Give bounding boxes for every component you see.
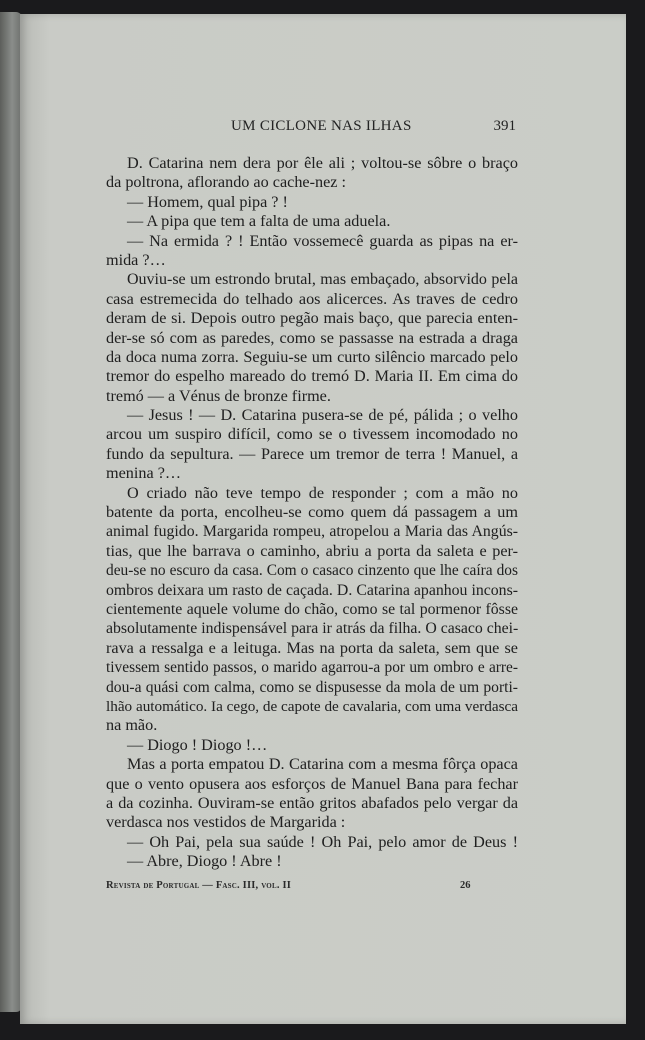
text-line: der-se só com as paredes, como se passasse na estrada a draga (106, 328, 518, 347)
text-line: tremor do espelho mareado do tremó D. Maria II. Em cima do (106, 367, 518, 386)
text-line: rava a ressalga e a leituga. Mas na porta da saleta, sem que se (106, 638, 518, 657)
text-line: Ouviu-se um estrondo brutal, mas embaçado, absorvido pela (127, 271, 518, 289)
text-line: verdasca nos vestidos de Margarida : (106, 813, 346, 832)
text-line: — A pipa que tem a falta de uma aduela. (127, 212, 391, 231)
journal-citation: Revista de Portugal — Fasc. III, vol. II (106, 880, 292, 891)
text-line: casa estremecida do telhado aos alicerces. As traves de cedro (106, 289, 518, 308)
text-line: ombros deixara um rasto de caçada. D. Catarina apanhou incons- (106, 581, 518, 599)
text-line: lhão automático. Ia cego, de capote de cavalaria, com uma verdasca (106, 697, 518, 715)
facing-page-edge (0, 12, 22, 1012)
text-line: deram de si. Depois outro pegão mais baço, que parecia enten- (106, 309, 518, 328)
text-line: absolutamente indispensável para ir atrás da filha. O casaco chei- (106, 620, 518, 638)
text-line: — Abre, Diogo ! Abre ! (127, 852, 282, 871)
text-line: — Homem, qual pipa ? ! (127, 192, 288, 211)
text-line: deu-se no escuro da casa. Com o casaco cinzento que lhe caíra dos (106, 562, 518, 580)
text-line: — Jesus ! — D. Catarina pusera-se de pé, pálida ; o velho (127, 406, 518, 425)
text-line: dou-a quási com calma, como se dispusesse da mola de um porti- (106, 678, 518, 696)
text-line: batente da porta, encolheu-se como quem dá passagem a um (106, 503, 518, 522)
text-line: tremó — a Vénus de bronze firme. (106, 386, 331, 405)
text-line: menina ?… (106, 464, 182, 483)
book-page (20, 14, 626, 1024)
text-line: tias, que lhe barrava o caminho, abriu a porta da saleta e per- (106, 541, 518, 560)
body-text (106, 154, 518, 871)
text-line: — Oh Pai, pela sua saúde ! Oh Pai, pelo amor de Deus ! (127, 832, 518, 851)
text-line: a da cozinha. Ouviram-se então gritos abafados pelo vergar da (106, 793, 518, 812)
text-line: fundo da sepultura. — Parece um tremor de terra ! Manuel, a (106, 444, 518, 463)
text-line: que o vento opusera aos esforços de Manuel Bana para fechar (106, 774, 518, 793)
page-number: 391 (493, 118, 516, 134)
signature-mark: 26 (460, 880, 471, 891)
page-footer (106, 880, 518, 896)
text-line: D. Catarina nem dera por êle ali ; voltou-se sôbre o braço (127, 154, 518, 172)
text-line: da poltrona, aflorando ao cache-nez : (106, 173, 346, 192)
text-line: cientemente aquele volume do chão, como se tal pormenor fôsse (106, 600, 518, 618)
page-header (106, 118, 516, 138)
text-line: animal fugido. Margarida rompeu, atropelou a Maria das Angús- (106, 523, 518, 541)
text-line: arcou um suspiro difícil, como se o tivessem incomodado no (106, 425, 518, 444)
text-line: — Diogo ! Diogo !… (127, 735, 268, 754)
running-title: UM CICLONE NAS ILHAS (231, 118, 412, 134)
text-line: na mão. (106, 716, 158, 735)
text-line: — Na ermida ? ! Então vossemecê guarda as pipas na er- (127, 231, 518, 250)
text-line: tivessem sentido passos, o marido agarrou-a por um ombro e arre- (106, 659, 518, 677)
text-line: mida ?… (106, 250, 166, 269)
text-line: da doca numa zorra. Seguiu-se um curto silêncio marcado pelo (106, 347, 518, 366)
text-line: Mas a porta empatou D. Catarina com a mesma fôrça opaca (127, 755, 518, 774)
text-line: O criado não teve tempo de responder ; com a mão no (127, 483, 518, 502)
